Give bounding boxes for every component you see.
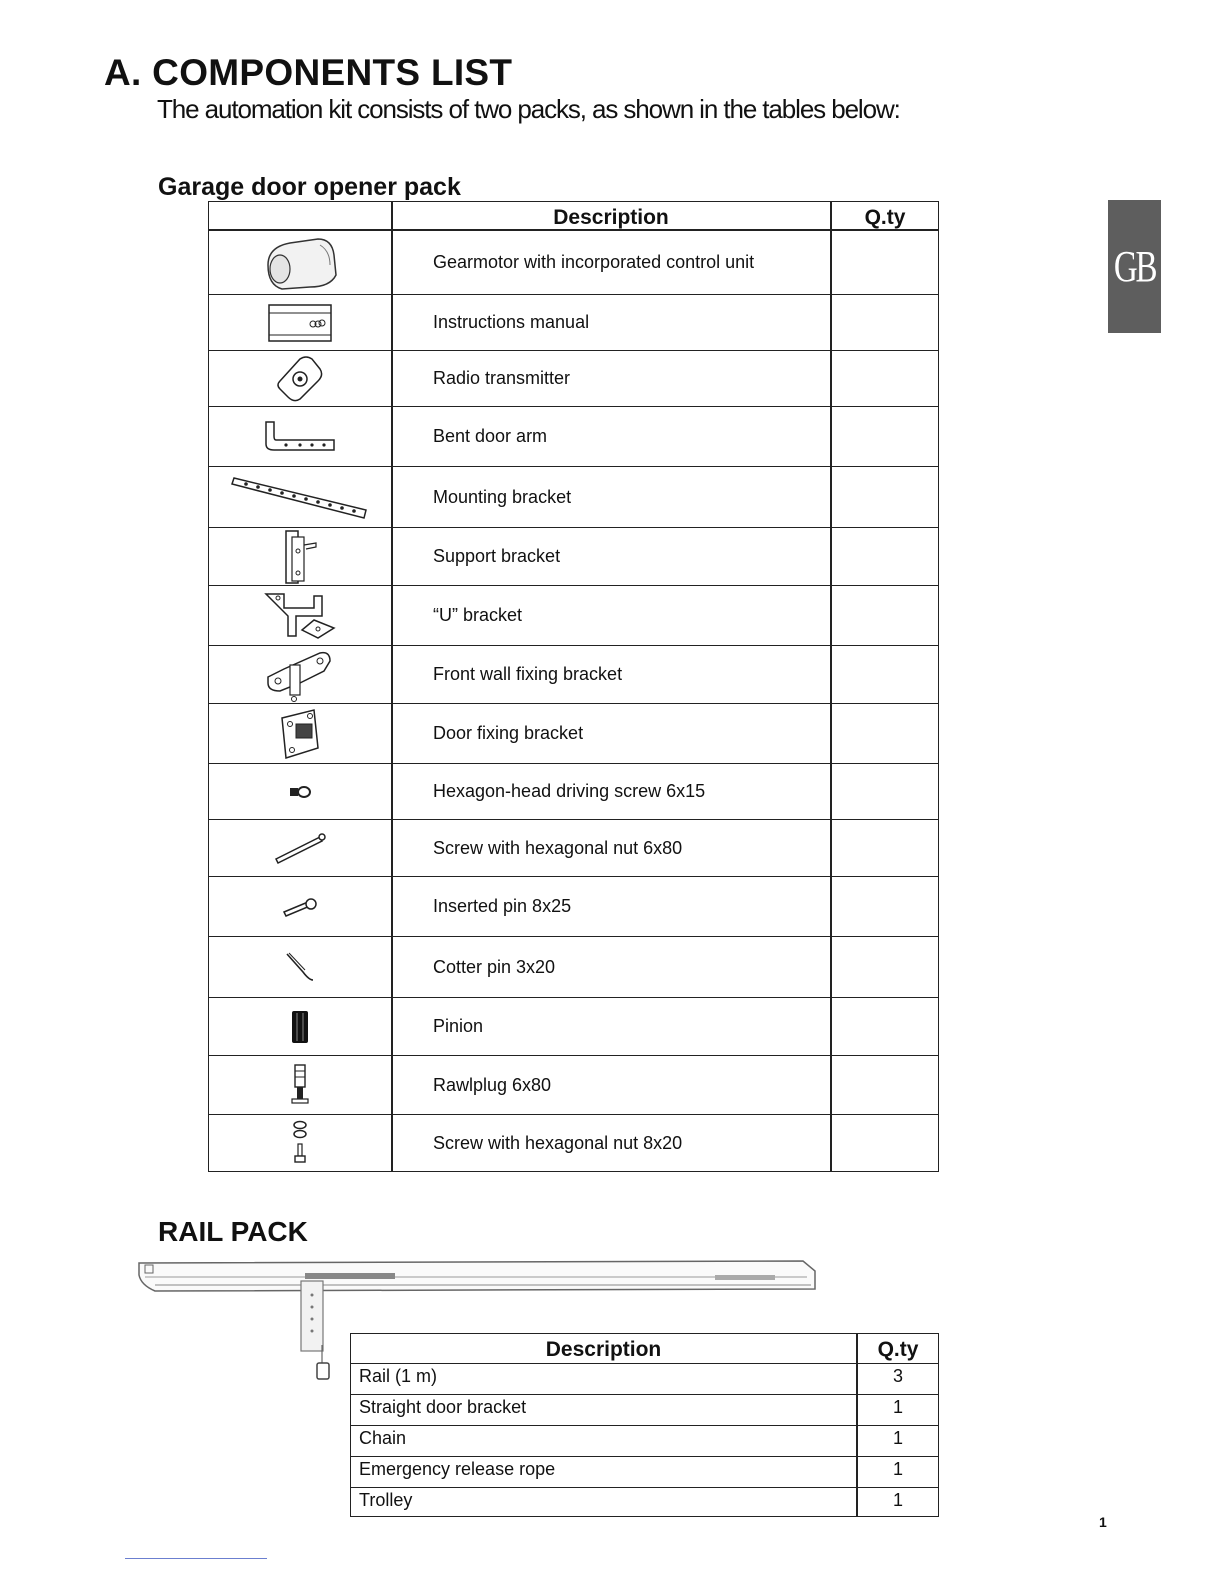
rawlplug-icon — [209, 1056, 391, 1114]
row-description: Straight door bracket — [359, 1397, 527, 1417]
row-description: Pinion — [433, 1016, 484, 1036]
bent-arm-icon — [209, 407, 391, 466]
table-row — [351, 1394, 938, 1425]
row-qty: 1 — [892, 1459, 903, 1479]
table-row — [209, 1114, 938, 1171]
intro-text: The automation kit consists of two packs, as shown in the tables below: — [157, 94, 900, 124]
language-tab — [1108, 200, 1161, 333]
page-number: 1 — [1099, 1514, 1107, 1530]
pack1-table — [208, 201, 939, 1172]
row-qty — [831, 704, 938, 763]
table-row — [209, 585, 938, 645]
language-tab-label: GB — [1113, 242, 1156, 291]
table-row — [209, 997, 938, 1055]
table-row — [209, 763, 938, 819]
row-description: Inserted pin 8x25 — [433, 896, 572, 916]
pack1-header-description: Description — [553, 206, 669, 229]
row-description: Rawlplug 6x80 — [433, 1074, 552, 1095]
table-row — [209, 703, 938, 763]
pack2-title: RAIL PACK — [158, 1216, 308, 1247]
table-row — [209, 876, 938, 936]
row-description: Rail (1 m) — [359, 1366, 438, 1386]
table-row — [209, 406, 938, 466]
row-description: Chain — [359, 1428, 407, 1448]
table-row — [351, 1363, 938, 1394]
pack2-header-description: Description — [545, 1338, 662, 1361]
front-wall-bracket-icon — [209, 646, 391, 703]
row-qty — [831, 528, 938, 585]
row-qty — [831, 1115, 938, 1171]
cotter-pin-icon — [209, 937, 391, 997]
table-row — [209, 1055, 938, 1114]
gearmotor-icon — [209, 231, 391, 294]
row-description: Screw with hexagonal nut 6x80 — [433, 837, 683, 858]
row-qty — [831, 937, 938, 997]
row-description: Gearmotor with incorporated control unit — [433, 252, 755, 272]
table-row — [209, 527, 938, 585]
table-row — [351, 1487, 938, 1516]
row-description: Instructions manual — [433, 312, 590, 332]
table-row — [209, 466, 938, 527]
row-qty — [831, 407, 938, 466]
long-screw-icon — [209, 820, 391, 876]
table-row — [209, 230, 938, 294]
support-bracket-icon — [209, 528, 391, 585]
row-qty — [831, 467, 938, 527]
door-bracket-icon — [209, 704, 391, 763]
table-row — [351, 1456, 938, 1487]
row-description: Hexagon-head driving screw 6x15 — [433, 781, 706, 801]
screw-nut-icon — [209, 1115, 391, 1171]
row-qty — [831, 351, 938, 406]
row-description: Radio transmitter — [433, 368, 571, 388]
row-qty — [831, 646, 938, 703]
row-description: Front wall fixing bracket — [433, 664, 623, 684]
table-row — [209, 294, 938, 350]
pack2-header-qty: Q.ty — [877, 1338, 919, 1361]
row-description: Screw with hexagonal nut 8x20 — [433, 1132, 683, 1153]
row-description: Trolley — [359, 1490, 413, 1510]
row-qty: 1 — [892, 1490, 903, 1510]
manual-icon — [209, 295, 391, 350]
pack1-title: Garage door opener pack — [158, 173, 461, 201]
row-description: Cotter pin 3x20 — [433, 956, 556, 977]
section-heading: A. COMPONENTS LIST — [104, 52, 513, 93]
row-description: Emergency release rope — [359, 1459, 556, 1479]
table-row — [209, 819, 938, 876]
row-description: Bent door arm — [433, 426, 548, 446]
table-row — [209, 936, 938, 997]
hex-screw-icon — [209, 764, 391, 819]
row-description: Mounting bracket — [433, 486, 572, 507]
pack1-header-qty: Q.ty — [864, 206, 906, 229]
mounting-bracket-icon — [209, 467, 391, 527]
footer-divider — [125, 1558, 267, 1559]
row-description: Support bracket — [433, 546, 561, 566]
row-qty — [831, 877, 938, 936]
table-row — [209, 350, 938, 406]
row-description: Door fixing bracket — [433, 723, 584, 743]
row-qty — [831, 231, 938, 294]
pinion-icon — [209, 998, 391, 1055]
row-qty — [831, 1056, 938, 1114]
row-qty — [831, 998, 938, 1055]
row-description: “U” bracket — [433, 605, 523, 625]
transmitter-icon — [209, 351, 391, 406]
row-qty: 1 — [892, 1428, 903, 1448]
u-bracket-icon — [209, 586, 391, 645]
row-qty — [831, 295, 938, 350]
row-qty — [831, 586, 938, 645]
row-qty — [831, 820, 938, 876]
table-row — [351, 1425, 938, 1456]
row-qty — [831, 764, 938, 819]
pin-icon — [209, 877, 391, 936]
pack2-table — [350, 1333, 939, 1517]
row-qty: 1 — [892, 1397, 903, 1417]
table-row — [209, 645, 938, 703]
row-qty: 3 — [892, 1366, 903, 1386]
